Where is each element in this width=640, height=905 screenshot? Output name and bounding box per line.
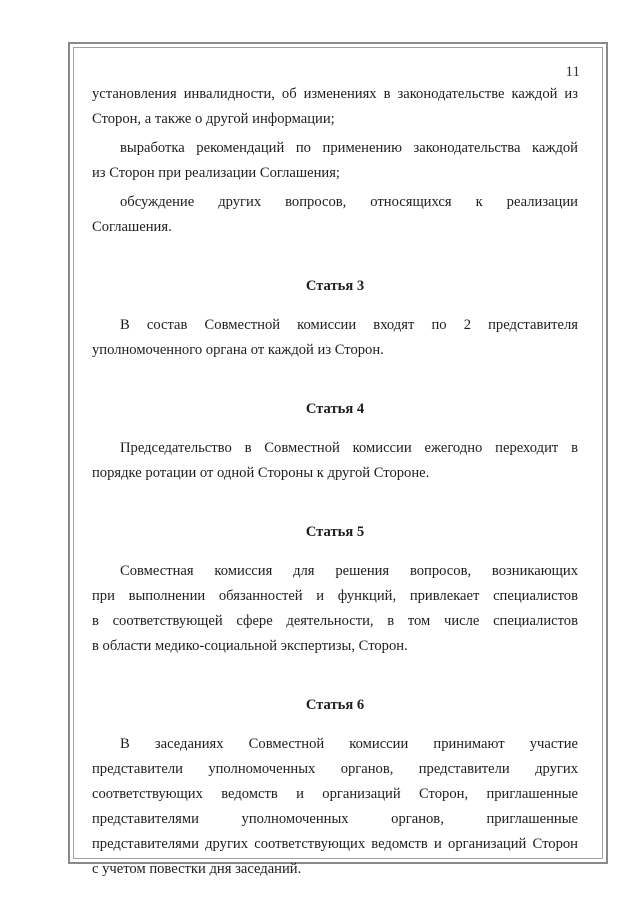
text-line: В состав Совместной комиссии входят по 2 представителя [120,317,578,333]
text-line: в области медико-социальной экспертизы, Сторон. [92,638,408,654]
text-line: Сторон, а также о другой информации; [92,111,335,127]
article-6-heading: Статья 6 [305,697,365,713]
page-number: 11 [565,64,580,80]
text-line: Председательство в Совместной комиссии ежегодно переходит в [120,440,578,456]
text-line: порядке ротации от одной Стороны к другой Стороне. [92,465,430,481]
text-line: при выполнении обязанностей и функций, привлекает специалистов [92,588,578,604]
text-line: представителями других соответствующих ведомств и организаций Сторон [92,836,578,852]
text-line: представителями уполномоченных органов, приглашенные [92,811,578,827]
text-line: обсуждение других вопросов, относящихся к реализации [120,194,578,210]
text-line: представители уполномоченных органов, представители других [92,761,578,777]
text-line: соответствующих ведомств и организаций Сторон, приглашенные [92,786,578,802]
text-line: в соответствующей сфере деятельности, в том числе специалистов [92,613,578,629]
article-6-text [92,732,578,882]
paragraph-intro-3 [92,190,578,240]
article-3-heading: Статья 3 [305,278,365,294]
text-line: Соглашения. [92,219,172,235]
paragraph-intro-1 [92,82,578,132]
paragraph-intro-2 [92,136,578,186]
article-4-text [92,436,578,486]
text-line: из Сторон при реализации Соглашения; [92,165,340,181]
article-4-heading: Статья 4 [305,401,365,417]
text-line: выработка рекомендаций по применению законодательства каждой [120,140,578,156]
text-line: с учетом повестки дня заседаний. [92,861,302,877]
text-line: Совместная комиссия для решения вопросов, возникающих [120,563,578,579]
article-3-text [92,313,578,363]
article-5-heading: Статья 5 [305,524,365,540]
document-body [92,82,578,882]
text-line: установления инвалидности, об изменениях в законодательстве каждой из [92,86,578,102]
text-line: В заседаниях Совместной комиссии принимают участие [120,736,578,752]
article-5-text [92,559,578,659]
text-line: уполномоченного органа от каждой из Сторон. [92,342,384,358]
